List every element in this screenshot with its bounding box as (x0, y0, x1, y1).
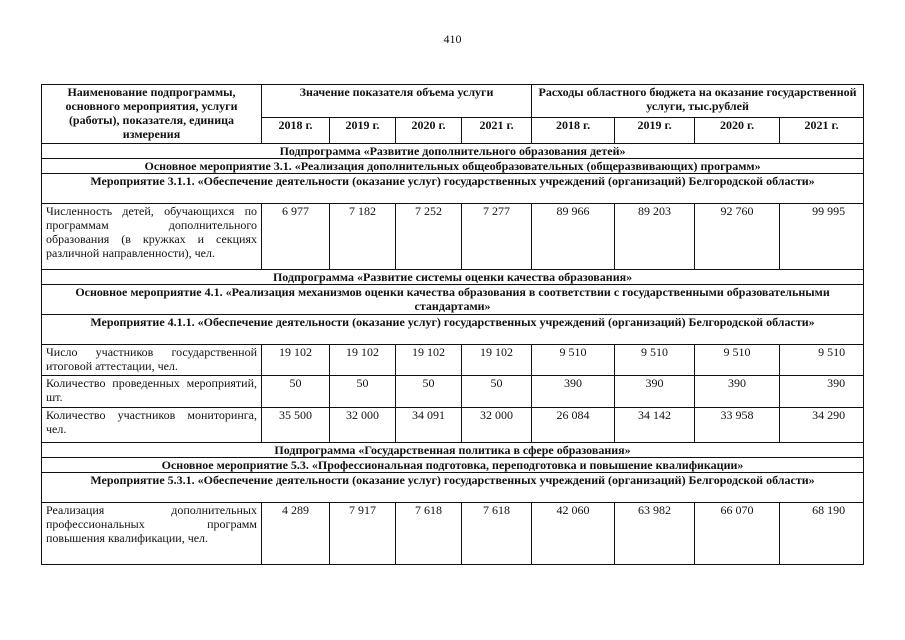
expense-value-cell: 9 510 (615, 345, 695, 376)
indicator-name-cell: Численность детей, обучающихся по программам дополнительного образования (в кружках и секциях различной направленности), чел. (42, 204, 262, 270)
budget-table (41, 84, 864, 565)
indicator-value-cell: 7 277 (462, 204, 532, 270)
indicator-value-cell: 35 500 (262, 408, 330, 443)
expense-value-cell: 68 190 (780, 503, 864, 565)
indicator-value-cell: 19 102 (462, 345, 532, 376)
expense-value-cell: 66 070 (695, 503, 780, 565)
indicator-value-cell: 7 618 (396, 503, 462, 565)
main-activity-row: Основное мероприятие 4.1. «Реализация механизмов оценки качества образования в соответствии с государственными образовательными стандартами» (42, 285, 864, 315)
table-body (42, 144, 864, 565)
indicator-value-cell: 50 (262, 376, 330, 408)
expense-value-cell: 390 (532, 376, 615, 408)
indicator-value-cell: 7 252 (396, 204, 462, 270)
indicator-value-cell: 34 091 (396, 408, 462, 443)
expense-value-cell: 9 510 (695, 345, 780, 376)
indicator-group-header: Значение показателя объема услуги (262, 85, 532, 118)
subprogram-row: Подпрограмма «Развитие системы оценки качества образования» (42, 270, 864, 285)
indicator-year-header: 2021 г. (462, 118, 532, 144)
indicator-name-cell: Количество проведенных мероприятий, шт. (42, 376, 262, 408)
expense-year-header: 2018 г. (532, 118, 615, 144)
indicator-value-cell: 6 977 (262, 204, 330, 270)
indicator-value-cell: 50 (396, 376, 462, 408)
expense-value-cell: 63 982 (615, 503, 695, 565)
indicator-value-cell: 7 618 (462, 503, 532, 565)
expense-value-cell: 42 060 (532, 503, 615, 565)
expense-value-cell: 26 084 (532, 408, 615, 443)
table-row (42, 204, 864, 270)
indicator-year-header: 2019 г. (330, 118, 396, 144)
expense-value-cell: 89 966 (532, 204, 615, 270)
expense-value-cell: 99 995 (780, 204, 864, 270)
indicator-value-cell: 19 102 (396, 345, 462, 376)
indicator-value-cell: 32 000 (330, 408, 396, 443)
expense-year-header: 2019 г. (615, 118, 695, 144)
name-column-header: Наименование подпрограммы, основного мероприятия, услуги (работы), показателя, единица измерения (42, 85, 262, 144)
expense-value-cell: 9 510 (780, 345, 864, 376)
indicator-name-cell: Количество участников мониторинга, чел. (42, 408, 262, 443)
activity-row: Мероприятие 5.3.1. «Обеспечение деятельности (оказание услуг) государственных учреждений (организаций) Белгородской области» (42, 473, 864, 503)
table-header (42, 85, 864, 144)
main-activity-row: Основное мероприятие 5.3. «Профессиональная подготовка, переподготовка и повышение квалификации» (42, 458, 864, 473)
table-row (42, 408, 864, 443)
expense-value-cell: 9 510 (532, 345, 615, 376)
page-number: 410 (443, 32, 462, 46)
expense-value-cell: 390 (615, 376, 695, 408)
indicator-value-cell: 50 (462, 376, 532, 408)
expense-year-header: 2020 г. (695, 118, 780, 144)
activity-row: Мероприятие 4.1.1. «Обеспечение деятельности (оказание услуг) государственных учреждений (организаций) Белгородской области» (42, 315, 864, 345)
table-row (42, 503, 864, 565)
indicator-value-cell: 7 182 (330, 204, 396, 270)
subprogram-row: Подпрограмма «Государственная политика в сфере образования» (42, 443, 864, 458)
indicator-value-cell: 19 102 (262, 345, 330, 376)
main-activity-row: Основное мероприятие 3.1. «Реализация дополнительных общеобразовательных (общеразвивающих) программ» (42, 159, 864, 174)
expense-value-cell: 92 760 (695, 204, 780, 270)
indicator-year-header: 2020 г. (396, 118, 462, 144)
activity-row: Мероприятие 3.1.1. «Обеспечение деятельности (оказание услуг) государственных учреждений (организаций) Белгородской области» (42, 174, 864, 204)
indicator-value-cell: 50 (330, 376, 396, 408)
table-row (42, 376, 864, 408)
expense-value-cell: 33 958 (695, 408, 780, 443)
indicator-name-cell: Реализация дополнительных профессиональных программ повышения квалификации, чел. (42, 503, 262, 565)
expense-value-cell: 34 290 (780, 408, 864, 443)
expense-value-cell: 390 (695, 376, 780, 408)
expense-value-cell: 390 (780, 376, 864, 408)
expense-year-header: 2021 г. (780, 118, 864, 144)
indicator-value-cell: 32 000 (462, 408, 532, 443)
indicator-name-cell: Число участников государственной итоговой аттестации, чел. (42, 345, 262, 376)
expense-group-header: Расходы областного бюджета на оказание государственной услуги, тыс.рублей (532, 85, 864, 118)
indicator-value-cell: 19 102 (330, 345, 396, 376)
subprogram-row: Подпрограмма «Развитие дополнительного образования детей» (42, 144, 864, 159)
indicator-year-header: 2018 г. (262, 118, 330, 144)
indicator-value-cell: 7 917 (330, 503, 396, 565)
table-row (42, 345, 864, 376)
indicator-value-cell: 4 289 (262, 503, 330, 565)
expense-value-cell: 89 203 (615, 204, 695, 270)
expense-value-cell: 34 142 (615, 408, 695, 443)
